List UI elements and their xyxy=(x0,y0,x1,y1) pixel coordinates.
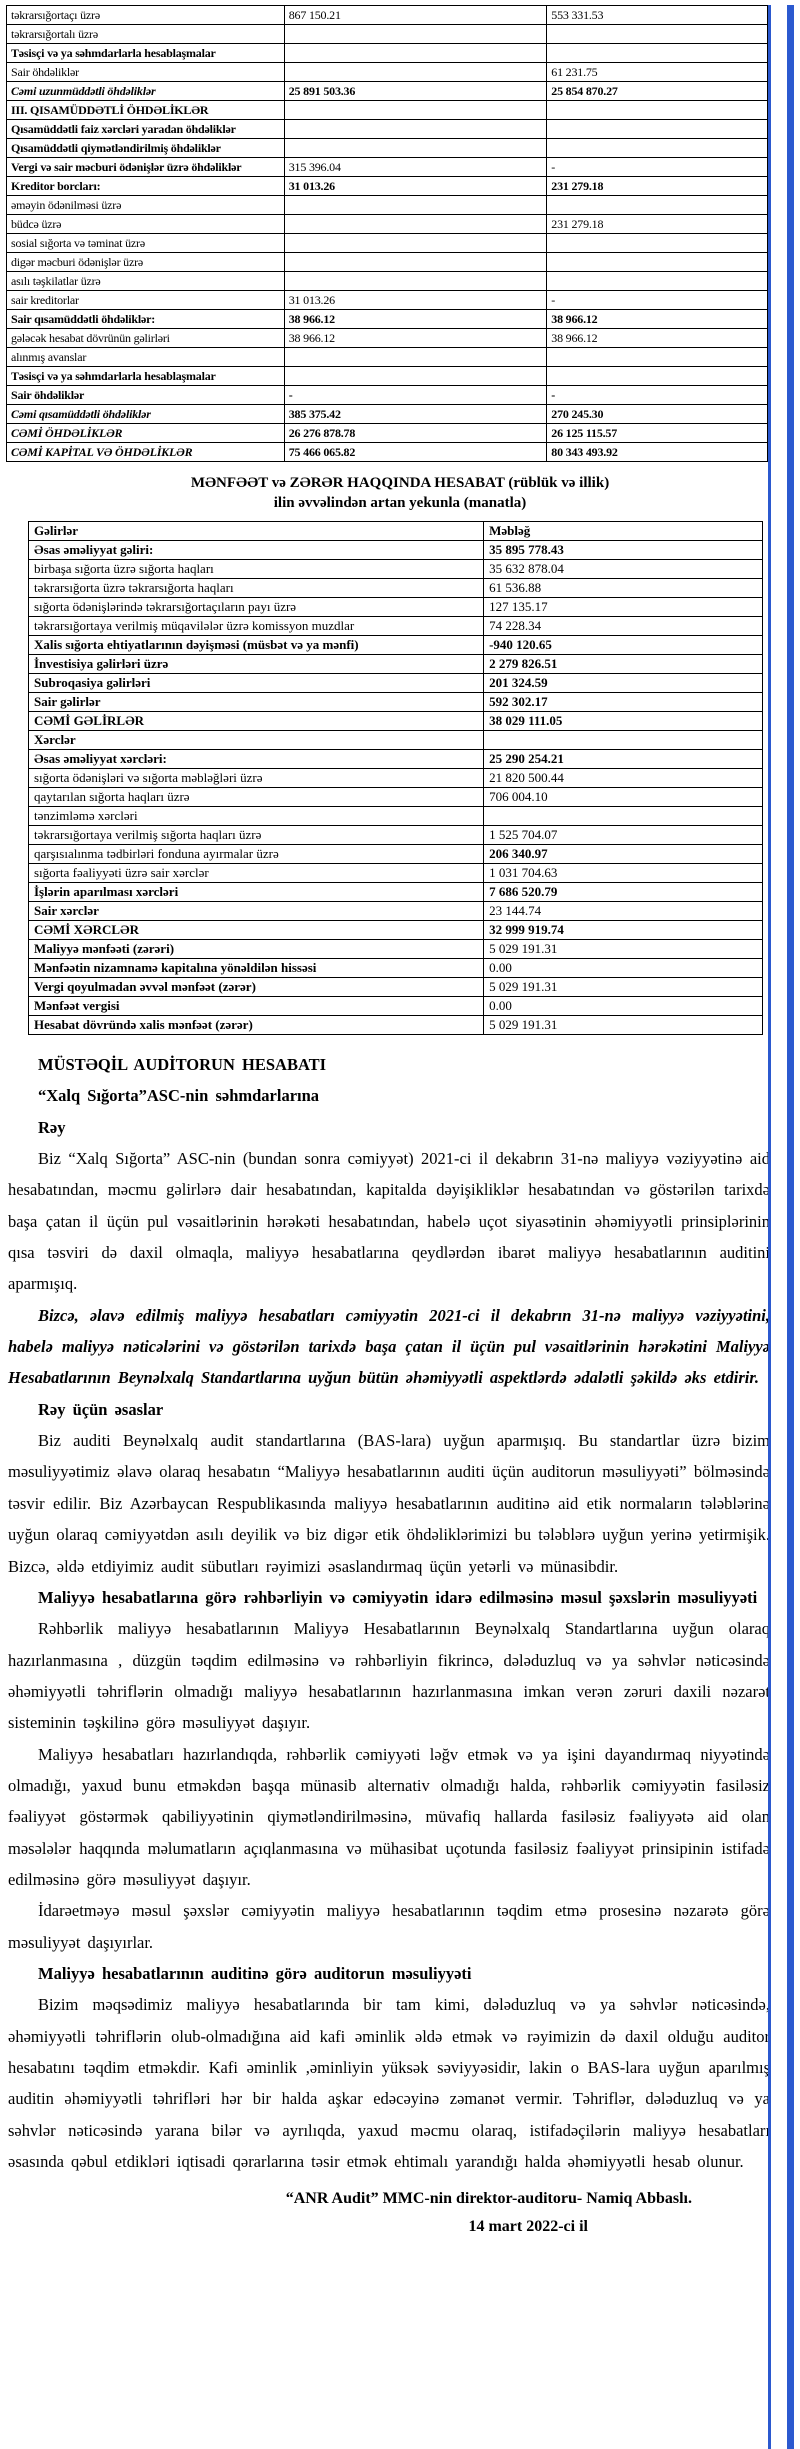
balance-row-value-current: - xyxy=(284,386,547,405)
balance-row-label: təkrarsığortalı üzrə xyxy=(7,25,285,44)
profit-loss-row xyxy=(29,959,763,978)
profit-loss-row-label: Sair gəlirlər xyxy=(29,693,484,712)
balance-table-row xyxy=(7,386,768,405)
profit-loss-row-label: Hesabat dövründə xalis mənfəət (zərər) xyxy=(29,1016,484,1035)
balance-table-row xyxy=(7,120,768,139)
profit-loss-row-value: 7 686 520.79 xyxy=(484,883,763,902)
balance-row-value-current: 38 966.12 xyxy=(284,329,547,348)
profit-loss-header-row xyxy=(29,522,763,541)
profit-loss-row-label: təkrarsığorta üzrə təkrarsığorta haqları xyxy=(29,579,484,598)
profit-loss-row xyxy=(29,921,763,940)
profit-loss-row-value: 0.00 xyxy=(484,959,763,978)
profit-loss-row xyxy=(29,826,763,845)
profit-loss-row xyxy=(29,902,763,921)
auditor-report-paragraph: “Xalq Sığorta”ASC-nin səhmdarlarına xyxy=(38,1086,320,1106)
balance-row-label: alınmış avanslar xyxy=(7,348,285,367)
balance-row-value-current xyxy=(284,25,547,44)
balance-table-row xyxy=(7,367,768,386)
balance-row-value-previous: 231 279.18 xyxy=(547,177,768,196)
profit-loss-row-value: 1 031 704.63 xyxy=(484,864,763,883)
profit-loss-row-value: 5 029 191.31 xyxy=(484,940,763,959)
balance-table-row xyxy=(7,44,768,63)
balance-row-value-previous xyxy=(547,196,768,215)
profit-loss-row-value: 38 029 111.05 xyxy=(484,712,763,731)
profit-loss-row-value: 74 228.34 xyxy=(484,617,763,636)
income-column-header: Gəlirlər xyxy=(29,522,484,541)
profit-loss-row-label: Əsas əməliyyat gəliri: xyxy=(29,541,484,560)
auditor-report-paragraph: Maliyyə hesabatlarının auditinə görə auditorun məsuliyyəti xyxy=(38,1963,472,1983)
auditor-signature-block xyxy=(8,2185,770,2239)
balance-row-value-current: 38 966.12 xyxy=(284,310,547,329)
balance-table-row xyxy=(7,405,768,424)
profit-loss-row-label: Xərclər xyxy=(29,731,484,750)
profit-loss-row xyxy=(29,940,763,959)
balance-row-value-current: 315 396.04 xyxy=(284,158,547,177)
balance-row-label: büdcə üzrə xyxy=(7,215,285,234)
profit-loss-row-value: 206 340.97 xyxy=(484,845,763,864)
balance-row-value-current xyxy=(284,44,547,63)
balance-row-value-previous: 80 343 493.92 xyxy=(547,443,768,462)
profit-loss-row-value: 5 029 191.31 xyxy=(484,1016,763,1035)
profit-loss-row-value: 592 302.17 xyxy=(484,693,763,712)
profit-loss-row-value: 5 029 191.31 xyxy=(484,978,763,997)
profit-loss-table xyxy=(28,521,763,1035)
balance-row-value-previous xyxy=(547,367,768,386)
auditor-report-paragraph: Maliyyə hesabatları hazırlandıqda, rəhbərlik cəmiyyəti ləğv etmək və ya işini dayandırmaq niyyətində olmadığı, yaxud bunu etməkdən başqa münasib alternativ olmadığı halda, rəhbərlik cəmiyyətin fasiləsiz fəaliyyət göstərmək qabiliyyətinin qiymətləndirilməsinə, müvafiq hallarda fasiləsiz fəaliyyətə aid olan məsələlər haqqında məlumatların açıqlanmasına və mühasibat uçotunda fasiləsiz fəaliyyət prinsipinin istifadə edilməsinə görə məsuliyyət daşıyır. xyxy=(8,1744,770,1889)
balance-sheet-liabilities-table xyxy=(6,5,768,462)
profit-loss-row xyxy=(29,636,763,655)
balance-row-label: Cəmi uzunmüddətli öhdəliklər xyxy=(7,82,285,101)
balance-row-label: sair kreditorlar xyxy=(7,291,285,310)
auditor-report-paragraph: Rəy xyxy=(38,1117,66,1137)
balance-table-row xyxy=(7,291,768,310)
balance-row-value-previous xyxy=(547,139,768,158)
auditor-report-paragraph: Biz auditi Beynəlxalq audit standartlarına (BAS-lara) uyğun aparmışıq. Bu standartlar üzrə bizim məsuliyyətimiz əlavə olaraq hesabatın “Maliyyə hesabatlarının auditi üçün auditorun məsuliyyəti” bölməsində təsvir edilir. Biz Azərbaycan Respublikasında maliyyə hesabatlarının auditinə aid etik normaların tələblərinə uyğun olaraq cəmiyyətdən asılı deyilik və biz digər etik öhdəliklərimizi bu tələblərə uyğun yerinə yetirmişik. Bizcə, əldə etdiyimiz audit sübutları rəyimizi əsaslandırmaq üçün yetərli və münasibdir. xyxy=(8,1431,770,1576)
auditor-report-paragraph: Rəhbərlik maliyyə hesabatlarının Maliyyə Hesabatlarının Beynəlxalq Standartlarına uyğun olaraq hazırlanmasına , düzgün təqdim edilməsinə və rəhbərliyin fikrincə, dələduzluq və ya səhvlər nəticəsində əhəmiyyətli təhriflərin olmadığı maliyyə hesabatlarının hazırlanmasına imkan verən zəruri daxili nəzarət sisteminin təşkilinə görə məsuliyyət daşıyır. xyxy=(8,1619,770,1733)
balance-row-value-previous xyxy=(547,348,768,367)
profit-loss-row-label: sığorta ödənişləri və sığorta məbləğləri üzrə xyxy=(29,769,484,788)
balance-row-label: Qısamüddətli qiymətləndirilmiş öhdəliklər xyxy=(7,139,285,158)
balance-row-value-previous: 270 245.30 xyxy=(547,405,768,424)
profit-loss-row xyxy=(29,579,763,598)
profit-loss-row-value: 25 290 254.21 xyxy=(484,750,763,769)
balance-table-row xyxy=(7,63,768,82)
profit-loss-row-value: 1 525 704.07 xyxy=(484,826,763,845)
profit-loss-row-label: Mənfəətin nizamnamə kapitalına yönəldilən hissəsi xyxy=(29,959,484,978)
profit-loss-row xyxy=(29,883,763,902)
balance-row-value-current xyxy=(284,348,547,367)
profit-loss-row-value: -940 120.65 xyxy=(484,636,763,655)
profit-loss-row-label: Sair xərclər xyxy=(29,902,484,921)
profit-loss-row-value: 2 279 826.51 xyxy=(484,655,763,674)
statement-title-line2: ilin əvvəlindən artan yekunla (manatla) xyxy=(273,494,527,511)
profit-loss-row-value: 61 536.88 xyxy=(484,579,763,598)
profit-loss-row-label: Subroqasiya gəlirləri xyxy=(29,674,484,693)
profit-loss-row-value: 35 632 878.04 xyxy=(484,560,763,579)
profit-loss-row xyxy=(29,864,763,883)
profit-loss-row xyxy=(29,731,763,750)
balance-row-value-current xyxy=(284,196,547,215)
balance-row-label: gələcək hesabat dövrünün gəlirləri xyxy=(7,329,285,348)
balance-table-row xyxy=(7,215,768,234)
profit-loss-table-body xyxy=(29,522,763,1035)
profit-loss-row-value: 0.00 xyxy=(484,997,763,1016)
balance-row-label: Təsisçi və ya səhmdarlarla hesablaşmalar xyxy=(7,367,285,386)
profit-loss-row-value: 127 135.17 xyxy=(484,598,763,617)
profit-loss-row xyxy=(29,807,763,826)
balance-table-row xyxy=(7,6,768,25)
balance-row-label: Vergi və sair məcburi ödənişlər üzrə öhdəliklər xyxy=(7,158,285,177)
balance-row-label: CƏMİ KAPİTAL VƏ ÖHDƏLİKLƏR xyxy=(7,443,285,462)
balance-row-value-current: 385 375.42 xyxy=(284,405,547,424)
profit-loss-row-label: sığorta ödənişlərində təkrarsığortaçıların payı üzrə xyxy=(29,598,484,617)
balance-row-value-current xyxy=(284,272,547,291)
balance-row-value-previous: 38 966.12 xyxy=(547,329,768,348)
balance-table-row xyxy=(7,443,768,462)
profit-loss-row-value: 23 144.74 xyxy=(484,902,763,921)
profit-loss-row-label: tənzimləmə xərcləri xyxy=(29,807,484,826)
balance-row-label: Kreditor borcları: xyxy=(7,177,285,196)
profit-loss-row-label: Vergi qoyulmadan əvvəl mənfəət (zərər) xyxy=(29,978,484,997)
balance-table-row xyxy=(7,253,768,272)
balance-table-row xyxy=(7,25,768,44)
auditor-signature-name: “ANR Audit” MMC-nin direktor-auditoru- Namiq Abbaslı. xyxy=(285,2190,692,2208)
profit-loss-row xyxy=(29,997,763,1016)
balance-row-value-current: 867 150.21 xyxy=(284,6,547,25)
balance-row-value-previous xyxy=(547,101,768,120)
balance-table-row xyxy=(7,234,768,253)
profit-loss-row-label: İnvestisiya gəlirləri üzrə xyxy=(29,655,484,674)
balance-row-value-previous: 231 279.18 xyxy=(547,215,768,234)
balance-row-label: sosial sığorta və təminat üzrə xyxy=(7,234,285,253)
balance-row-label: Təsisçi və ya səhmdarlarla hesablaşmalar xyxy=(7,44,285,63)
balance-row-value-current: 25 891 503.36 xyxy=(284,82,547,101)
balance-row-label: Qısamüddətli faiz xərcləri yaradan öhdəliklər xyxy=(7,120,285,139)
profit-loss-row-label: İşlərin aparılması xərcləri xyxy=(29,883,484,902)
profit-loss-row-label: Mənfəət vergisi xyxy=(29,997,484,1016)
balance-row-value-current xyxy=(284,215,547,234)
profit-loss-row xyxy=(29,617,763,636)
balance-row-value-previous xyxy=(547,234,768,253)
profit-loss-row xyxy=(29,1016,763,1035)
balance-row-value-current: 31 013.26 xyxy=(284,177,547,196)
balance-table-row xyxy=(7,310,768,329)
balance-row-label: digər məcburi ödənişlər üzrə xyxy=(7,253,285,272)
profit-loss-row-label: CƏMİ XƏRCLƏR xyxy=(29,921,484,940)
auditor-report-paragraphs xyxy=(8,1049,770,2177)
profit-loss-row-label: təkrarsığortaya verilmiş sığorta haqları üzrə xyxy=(29,826,484,845)
balance-row-value-previous: - xyxy=(547,291,768,310)
auditor-report-paragraph: MÜSTƏQİL AUDİTORUN HESABATI xyxy=(38,1055,327,1074)
profit-loss-row-label: birbaşa sığorta üzrə sığorta haqları xyxy=(29,560,484,579)
auditor-report-paragraph: Bizim məqsədimiz maliyyə hesabatlarında bir tam kimi, dələduzluq və ya səhvlər nəticəsində, əhəmiyyətli təhriflərin olub-olmadığına aid kafi əminlik əldə etmək və rəyimizin də daxil olduğu auditor hesabatını təqdim etməkdir. Kafi əminlik ,əminliyin yüksək səviyyəsidir, lakin o BAS-lara uyğun aparılmış auditin əhəmiyyətli təhrifləri hər bir halda aşkar edəcəyinə zəmanət vermir. Təhriflər, dələduzluq və ya səhvlər nəticəsində yarana bilər və ayrılıqda, yaxud məcmu olaraq, istifadəçilərin maliyyə hesabatları əsasında qəbul etdikləri iqtisadi qərarlarına təsir etmək ehtimalı yarandığı halda əhəmiyyətli hesab olunur. xyxy=(8,1995,770,2172)
balance-row-value-previous xyxy=(547,25,768,44)
profit-loss-row-label: təkrarsığortaya verilmiş müqavilələr üzrə komissyon muzdlar xyxy=(29,617,484,636)
profit-loss-row xyxy=(29,845,763,864)
profit-loss-row xyxy=(29,560,763,579)
auditor-signature-date: 14 mart 2022-ci il xyxy=(468,2217,588,2235)
balance-table-row xyxy=(7,139,768,158)
balance-table-row xyxy=(7,348,768,367)
profit-loss-row xyxy=(29,655,763,674)
balance-row-value-previous xyxy=(547,253,768,272)
balance-row-value-previous xyxy=(547,272,768,291)
profit-loss-row-value: 35 895 778.43 xyxy=(484,541,763,560)
balance-row-value-current: 75 466 065.82 xyxy=(284,443,547,462)
balance-table-row xyxy=(7,272,768,291)
profit-loss-row xyxy=(29,541,763,560)
balance-row-value-current: 26 276 878.78 xyxy=(284,424,547,443)
profit-loss-row-value xyxy=(484,731,763,750)
profit-loss-row-value: 21 820 500.44 xyxy=(484,769,763,788)
balance-row-label: Sair öhdəliklər xyxy=(7,63,285,82)
profit-loss-row-label: Əsas əməliyyat xərcləri: xyxy=(29,750,484,769)
statement-title-line1: MƏNFƏƏT və ZƏRƏR HAQQINDA HESABAT (rüblük və illik) xyxy=(190,475,610,491)
auditor-report-paragraph: Rəy üçün əsaslar xyxy=(38,1399,164,1419)
balance-row-value-previous: 38 966.12 xyxy=(547,310,768,329)
profit-loss-row-label: sığorta fəaliyyəti üzrə sair xərclər xyxy=(29,864,484,883)
profit-loss-row-label: Xalis sığorta ehtiyatlarının dəyişməsi (müsbət və ya mənfi) xyxy=(29,636,484,655)
balance-row-label: təkrarsığortaçı üzrə xyxy=(7,6,285,25)
amount-column-header: Məbləğ xyxy=(484,522,763,541)
balance-row-value-previous: - xyxy=(547,386,768,405)
auditor-report-paragraph: Bizcə, əlavə edilmiş maliyyə hesabatları cəmiyyətin 2021-ci il dekabrın 31-nə maliyyə vəziyyətini, habelə maliyyə nəticələrini və göstərilən tarixdə başa çatan il üçün pul vəsaitlərinin hərəkətini Maliyyə Hesabatlarının Beynəlxalq Standartlarına uyğun bütün əhəmiyyətli aspektlərdə ədalətli şəkildə əks etdirir. xyxy=(8,1305,770,1388)
page-border-decoration xyxy=(768,5,794,2449)
balance-row-label: Cəmi qısamüddətli öhdəliklər xyxy=(7,405,285,424)
balance-table-row xyxy=(7,329,768,348)
profit-loss-row xyxy=(29,674,763,693)
balance-row-value-current xyxy=(284,367,547,386)
balance-row-value-previous: 61 231.75 xyxy=(547,63,768,82)
balance-row-value-current xyxy=(284,253,547,272)
profit-loss-row-value: 201 324.59 xyxy=(484,674,763,693)
profit-loss-row-value: 32 999 919.74 xyxy=(484,921,763,940)
balance-row-value-previous: - xyxy=(547,158,768,177)
auditor-report-paragraph: Biz “Xalq Sığorta” ASC-nin (bundan sonra cəmiyyət) 2021-ci il dekabrın 31-nə maliyyə vəziyyətinə aid hesabatından, məcmu gəlirlərə dair hesabatından, kapitalda dəyişikliklər hesabatından və göstərilən tarixdə başa çatan il üçün pul vəsaitlərinin hərəkəti hesabatından, habelə uçot siyasətinin əhəmiyyətli prinsiplərinin qısa təsviri də daxil olmaqla, maliyyə hesabatlarına qeydlərdən ibarət maliyyə hesabatlarının auditini aparmışıq. xyxy=(8,1149,770,1294)
profit-loss-row xyxy=(29,598,763,617)
profit-loss-statement-title xyxy=(0,474,800,513)
balance-row-value-previous xyxy=(547,120,768,139)
profit-loss-row-label: qarşısıalınma tədbirləri fonduna ayırmalar üzrə xyxy=(29,845,484,864)
balance-row-label: III. QISAMÜDDƏTLİ ÖHDƏLİKLƏR xyxy=(7,101,285,120)
profit-loss-row-label: qaytarılan sığorta haqları üzrə xyxy=(29,788,484,807)
profit-loss-row-value: 706 004.10 xyxy=(484,788,763,807)
balance-table-row xyxy=(7,196,768,215)
balance-row-label: əməyin ödənilməsi üzrə xyxy=(7,196,285,215)
balance-row-label: asılı təşkilatlar üzrə xyxy=(7,272,285,291)
balance-row-value-current: 31 013.26 xyxy=(284,291,547,310)
balance-table-row xyxy=(7,177,768,196)
profit-loss-row-label: CƏMİ GƏLİRLƏR xyxy=(29,712,484,731)
balance-table-row xyxy=(7,101,768,120)
profit-loss-row xyxy=(29,712,763,731)
balance-row-value-previous xyxy=(547,44,768,63)
profit-loss-row-value xyxy=(484,807,763,826)
auditor-report-section xyxy=(8,1049,770,2240)
auditor-report-paragraph: İdarəetməyə məsul şəxslər cəmiyyətin maliyyə hesabatlarının təqdim etmə prosesinə nəzarətə görə məsuliyyət daşıyırlar. xyxy=(8,1901,770,1952)
balance-table-row xyxy=(7,424,768,443)
profit-loss-row xyxy=(29,788,763,807)
balance-row-value-previous: 25 854 870.27 xyxy=(547,82,768,101)
balance-row-label: CƏMİ ÖHDƏLİKLƏR xyxy=(7,424,285,443)
profit-loss-row-label: Maliyyə mənfəəti (zərəri) xyxy=(29,940,484,959)
balance-row-value-previous: 553 331.53 xyxy=(547,6,768,25)
profit-loss-row xyxy=(29,750,763,769)
balance-row-label: Sair öhdəliklər xyxy=(7,386,285,405)
balance-row-value-current xyxy=(284,63,547,82)
balance-row-value-current xyxy=(284,139,547,158)
balance-row-label: Sair qısamüddətli öhdəliklər: xyxy=(7,310,285,329)
profit-loss-row xyxy=(29,978,763,997)
balance-table-row xyxy=(7,82,768,101)
profit-loss-row xyxy=(29,769,763,788)
auditor-report-paragraph: Maliyyə hesabatlarına görə rəhbərliyin və cəmiyyətin idarə edilməsinə məsul şəxslərin məsuliyyəti xyxy=(38,1587,758,1607)
balance-row-value-current xyxy=(284,234,547,253)
balance-row-value-current xyxy=(284,101,547,120)
balance-row-value-previous: 26 125 115.57 xyxy=(547,424,768,443)
balance-row-value-current xyxy=(284,120,547,139)
balance-table-row xyxy=(7,158,768,177)
profit-loss-row xyxy=(29,693,763,712)
balance-table-body xyxy=(7,6,768,462)
